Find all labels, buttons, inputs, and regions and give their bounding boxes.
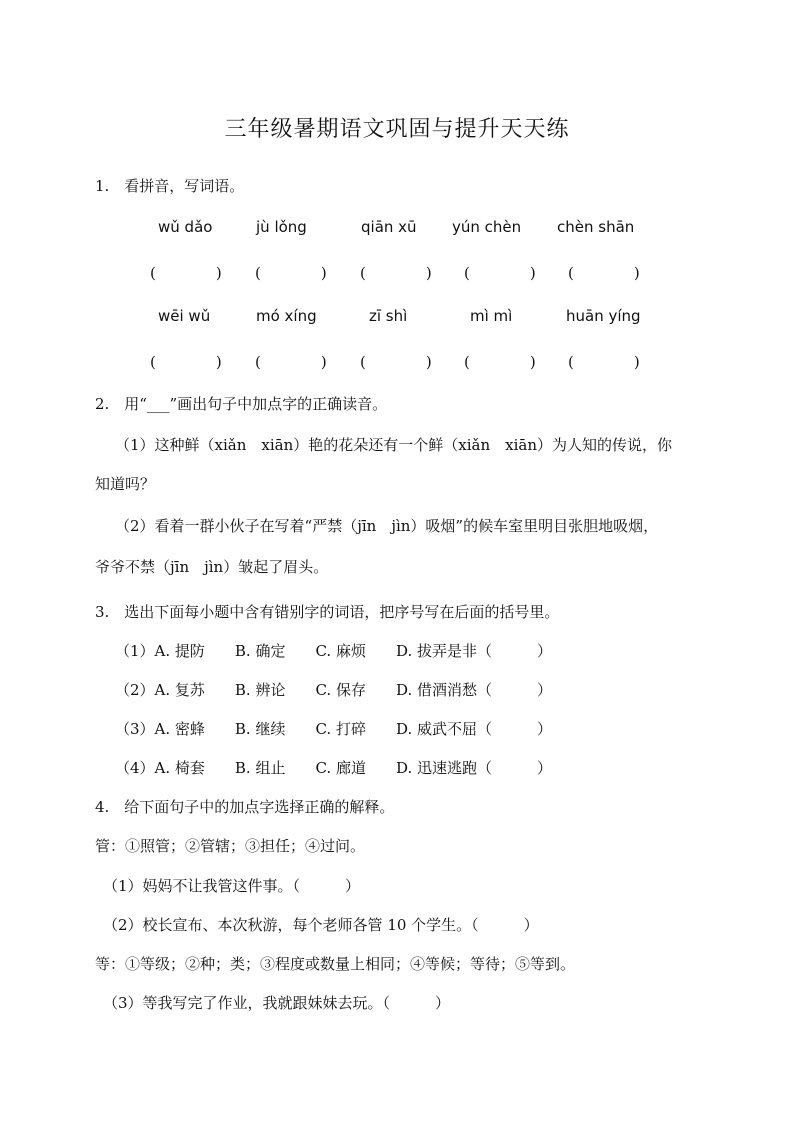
q4-sentence: （3）等我写完了作业，我就跟妹妹去玩。（ ） [103, 994, 451, 1012]
pinyin-item: wēi wǔ [158, 307, 211, 325]
q3-prompt: 3. 选出下面每小题中含有错别字的词语，把序号写在后面的括号里。 [95, 603, 560, 621]
answer-blank[interactable]: ( ) [568, 353, 640, 371]
pinyin-item: wǔ dǎo [158, 218, 213, 236]
q2-prompt: 2. 用“___”画出句子中加点字的正确读音。 [95, 395, 388, 413]
answer-blank[interactable]: ( ) [255, 353, 327, 371]
answer-blank[interactable]: ( ) [150, 353, 222, 371]
q4-sentence: （1）妈妈不让我管这件事。（ ） [103, 877, 361, 895]
pinyin-item: zī shì [369, 307, 408, 325]
q4-sentence: （2）校长宣布、本次秋游，每个老师各管 10 个学生。（ ） [103, 916, 539, 934]
pinyin-item: mó xíng [256, 307, 317, 325]
answer-blank[interactable]: ( ) [568, 264, 640, 282]
answer-blank[interactable]: ( ) [150, 264, 222, 282]
definition-guan: 管：①照管；②管辖；③担任；④过问。 [95, 837, 366, 855]
page-title: 三年级暑期语文巩固与提升天天练 [224, 117, 570, 142]
q2-sentence: 知道吗？ [95, 475, 156, 493]
answer-blank[interactable]: ( ) [464, 264, 536, 282]
q1-prompt: 1. 看拼音，写词语。 [95, 177, 245, 195]
definition-deng: 等：①等级；②种；类；③程度或数量上相同；④等候；等待；⑤等到。 [95, 955, 576, 973]
q3-item: （4）A. 椅套 B. 组止 C. 廊道 D. 迅速逃跑（ ） [115, 759, 552, 777]
q2-sentence: （2）看着一群小伙子在写着“严禁（jīn jìn）吸烟”的候车室里明目张胆地吸烟， [115, 517, 659, 535]
q2-sentence: 爷爷不禁（jīn jìn）皱起了眉头。 [95, 558, 329, 576]
pinyin-item: qiān xū [361, 218, 417, 236]
pinyin-item: jù lǒng [256, 218, 307, 236]
answer-blank[interactable]: ( ) [360, 264, 432, 282]
q4-prompt: 4. 给下面句子中的加点字选择正确的解释。 [95, 798, 395, 816]
q3-item: （3）A. 密蜂 B. 继续 C. 打碎 D. 威武不屈（ ） [115, 720, 552, 738]
q3-item: （2）A. 复苏 B. 辨论 C. 保存 D. 借酒消愁（ ） [115, 681, 552, 699]
pinyin-item: yún chèn [452, 218, 522, 236]
pinyin-item: huān yíng [566, 307, 641, 325]
answer-blank[interactable]: ( ) [464, 353, 536, 371]
q2-sentence: （1）这种鲜（xiǎn xiān）艳的花朵还有一个鲜（xiǎn xiān）为人知的传说，你 [115, 436, 672, 454]
pinyin-item: chèn shān [557, 218, 635, 236]
pinyin-item: mì mì [470, 307, 513, 325]
q3-item: （1）A. 提防 B. 确定 C. 麻烦 D. 拔弄是非（ ） [115, 642, 552, 660]
answer-blank[interactable]: ( ) [255, 264, 327, 282]
answer-blank[interactable]: ( ) [360, 353, 432, 371]
